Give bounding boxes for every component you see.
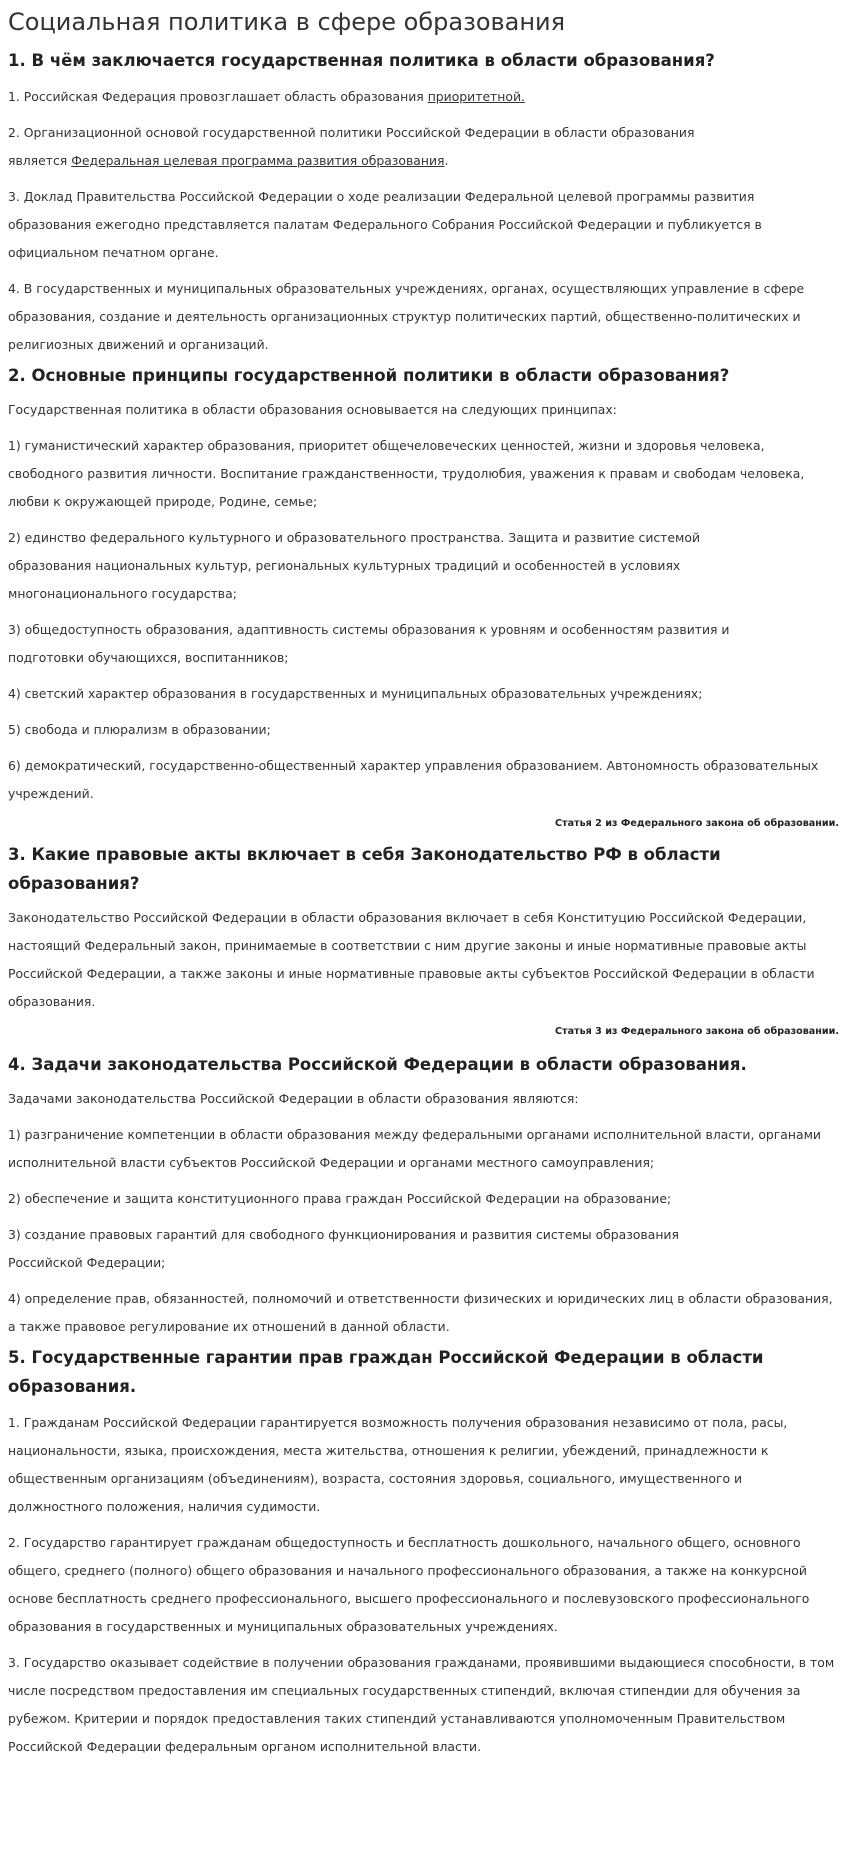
section-3: [8, 840, 839, 1042]
paragraph-text: .: [444, 153, 449, 168]
section-4: [8, 1050, 839, 1341]
federal-program-link[interactable]: Федеральная целевая программа развития образования: [71, 153, 445, 168]
paragraph: 1) гуманистический характер образования, приоритет общечеловеческих ценностей, жизни и здоровья человека, свободного развития личности. Воспитание гражданственности, трудолюбия, уважения к правам и свободам человека, любви к окружающей природе, Родине, семье;: [8, 438, 805, 509]
section-heading: 1. В чём заключается государственная политика в области образования?: [8, 51, 715, 70]
section-5: [8, 1343, 839, 1761]
paragraph: [8, 119, 708, 175]
paragraph: 2) единство федерального культурного и образовательного пространства. Защита и развитие системой образования национальных культур, региональных культурных традиций и особенностей в условиях многонационального государства;: [8, 530, 700, 601]
paragraph: 3. Доклад Правительства Российской Федерации о ходе реализации Федеральной целевой программы развития образования ежегодно представляется палатам Федерального Собрания Российской Федерации и публикуется в официальном печатном органе.: [8, 189, 762, 260]
section-heading: 5. Государственные гарантии прав граждан Российской Федерации в области образования.: [8, 1348, 764, 1396]
paragraph: 1) разграничение компетенции в области образования между федеральными органами исполнительной власти, органами исполнительной власти субъектов Российской Федерации и органами местного самоуправления;: [8, 1127, 821, 1170]
source-note: Статья 2 из Федерального закона об образовании.: [554, 818, 839, 829]
paragraph: 3) общедоступность образования, адаптивность системы образования к уровням и особенностям развития и подготовки обучающихся, воспитанников;: [8, 622, 730, 665]
page-title: Социальная политика в сфере образования: [8, 8, 566, 36]
priority-link[interactable]: приоритетной.: [427, 89, 525, 104]
paragraph: 3. Государство оказывает содействие в получении образования гражданами, проявившими выдающиеся способности, в том числе посредством предоставления им специальных государственных стипендий, включая стипендии для обучения за рубежом. Критерии и порядок предоставления таких стипендий устанавливаются уполномоченным Правительством Российской Федерации федеральным органом исполнительной власти.: [8, 1655, 835, 1754]
paragraph: Государственная политика в области образования основывается на следующих принципах:: [8, 402, 617, 417]
section-heading: 3. Какие правовые акты включает в себя Законодательство РФ в области образования?: [8, 845, 721, 893]
paragraph: 3) создание правовых гарантий для свободного функционирования и развития системы образования Российской Федерации;: [8, 1227, 679, 1270]
source-note: Статья 3 из Федерального закона об образовании.: [554, 1026, 839, 1037]
paragraph: 4) определение прав, обязанностей, полномочий и ответственности физических и юридических лиц в области образования, а также правовое регулирование их отношений в данной области.: [8, 1291, 833, 1334]
paragraph: 1. Гражданам Российской Федерации гарантируется возможность получения образования независимо от пола, расы, национальности, языка, происхождения, места жительства, отношения к религии, убеждений, принадлежности к общественным организациям (объединениям), возраста, состояния здоровья, социального, имущественного и должностного положения, наличия судимости.: [8, 1415, 788, 1514]
section-heading: 4. Задачи законодательства Российской Федерации в области образования.: [8, 1055, 747, 1074]
paragraph: 4. В государственных и муниципальных образовательных учреждениях, органах, осуществляющих управление в сфере образования, создание и деятельность организационных структур политических партий, общественно-политических и религиозных движений и организаций.: [8, 281, 805, 352]
section-2: [8, 361, 839, 834]
section-1: [8, 46, 839, 359]
paragraph: [8, 83, 839, 111]
paragraph: 4) светский характер образования в государственных и муниципальных образовательных учреждениях;: [8, 686, 703, 701]
section-heading: 2. Основные принципы государственной политики в области образования?: [8, 366, 730, 385]
paragraph-text: 2. Организационной основой государственной политики Российской Федерации в области образования является: [8, 125, 695, 168]
paragraph: Задачами законодательства Российской Федерации в области образования являются:: [8, 1091, 579, 1106]
paragraph: 5) свобода и плюрализм в образовании;: [8, 722, 271, 737]
paragraph: 2) обеспечение и защита конституционного права граждан Российской Федерации на образование;: [8, 1191, 672, 1206]
paragraph: 6) демократический, государственно-общественный характер управления образованием. Автономность образовательных учреждений.: [8, 758, 819, 801]
paragraph: 2. Государство гарантирует гражданам общедоступность и бесплатность дошкольного, начального общего, основного общего, среднего (полного) общего образования и начального профессионального образования, а также на конкурсной основе бесплатность среднего профессионального, высшего профессионального и послевузовского профессионального образования в государственных и муниципальных образовательных учреждениях.: [8, 1535, 810, 1634]
paragraph-text: 1. Российская Федерация провозглашает область образования: [8, 89, 428, 104]
paragraph: Законодательство Российской Федерации в области образования включает в себя Конституцию Российской Федерации, настоящий Федеральный закон, принимаемые в соответствии с ним другие законы и иные нормативные правовые акты Российской Федерации, а также законы и иные нормативные правовые акты субъектов Российской Федерации в области образования.: [8, 910, 815, 1009]
